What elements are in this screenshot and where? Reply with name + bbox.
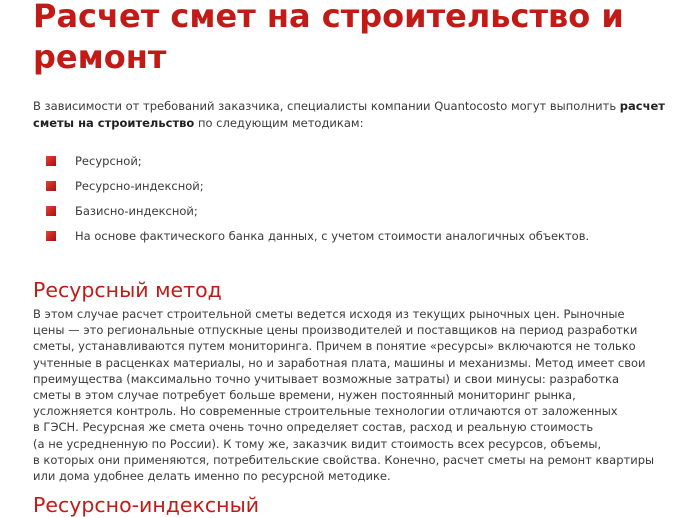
list-item: [46, 176, 589, 201]
list-item-label: На основе фактического банка данных, с учетом стоимости аналогичных объектов.: [75, 229, 590, 243]
paragraph-line: преимущества (максимально точно учитывает возможные затраты) и свои минусы: разработка: [33, 371, 620, 386]
section-heading-resource: Ресурсный метод: [33, 278, 222, 302]
paragraph-line: сметы, устанавливаются путем мониторинга. Причем в понятие «ресурсы» включаются не только: [33, 339, 636, 354]
list-item: [46, 226, 589, 251]
section-heading-resource-index: Ресурсно-индексный: [33, 493, 260, 517]
list-item-label: Базисно-индексной;: [75, 204, 198, 218]
paragraph-line: сметы в этом случае потребует больше времени, нужен постоянный мониторинг рынка,: [33, 388, 576, 403]
square-bullet-icon: [46, 156, 56, 166]
list-item-label: Ресурсно-индексной;: [75, 179, 204, 193]
square-bullet-icon: [46, 181, 56, 191]
paragraph-line: учтенные в расценках материалы, но и заработная плата, машины и механизмы. Метод имеет свои: [33, 355, 646, 370]
paragraph-line: усложняется контроль. Но современные строительные технологии отличаются от заложенных: [33, 404, 618, 419]
intro-text-before: В зависимости от требований заказчика, специалисты компании Quantocosto могут выполнить: [33, 99, 620, 113]
intro-text-after: по следующим методикам:: [194, 116, 364, 130]
square-bullet-icon: [46, 231, 56, 241]
resource-section-paragraph: [33, 306, 663, 484]
intro-bold-phrase: расчет сметы на строительство: [33, 99, 665, 130]
paragraph-line: в которых они применяются, потребительские свойства. Конечно, расчет сметы на ремонт квартиры: [33, 452, 655, 467]
list-item: [46, 151, 589, 176]
page-title: Расчет смет на строительство и ремонт: [33, 0, 624, 76]
paragraph-line: (а не усредненную по России). К тому же, заказчик видит стоимость всех ресурсов, объемы,: [33, 436, 602, 451]
paragraph-line: В этом случае расчет строительной сметы ведется исходя из текущих рыночных цен. Рыночные: [33, 307, 625, 321]
paragraph-line: в ГЭСН. Ресурсная же смета очень точно определяет состав, расход и реальную стоимость: [33, 420, 594, 435]
paragraph-line: или дома удобнее делать именно по ресурсной методике.: [33, 469, 391, 484]
square-bullet-icon: [46, 206, 56, 216]
paragraph-line: цены — это региональные отпускные цены производителей и поставщиков на период разработки: [33, 323, 638, 338]
list-item-label: Ресурсной;: [75, 154, 142, 168]
methods-list: [46, 151, 589, 251]
list-item: [46, 201, 589, 226]
intro-paragraph: [33, 98, 673, 132]
